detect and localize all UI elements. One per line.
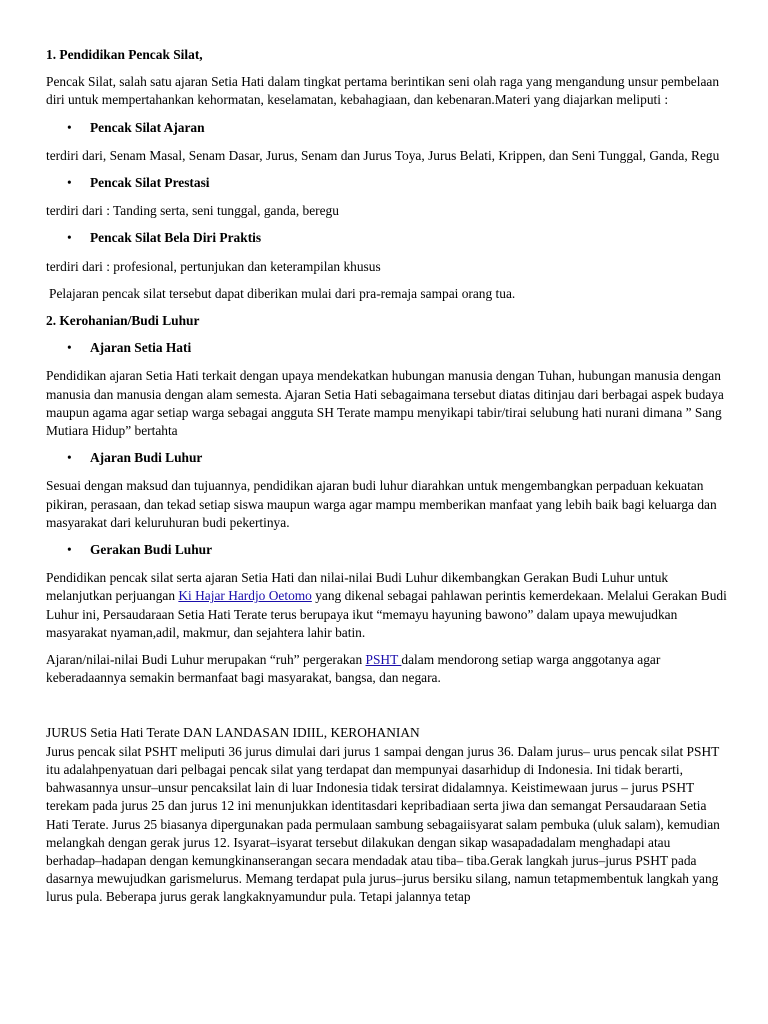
description-text: Pendidikan pencak silat serta ajaran Setia Hati dan nilai-nilai Budi Luhur dikembangkan Gerakan Budi Luhur untuk melanjutkan perjuangan — [46, 570, 669, 604]
bullet-title: Gerakan Budi Luhur — [90, 542, 213, 558]
bullet-description: Sesuai dengan maksud dan tujuannya, pendidikan ajaran budi luhur diarahkan untuk mengembangkan perpaduan kekuatan pikiran, perasaan, dan tekad setiap siswa maupun warga agar mampu memberikan manfaat yang lebih baik bagi keluarga dan masyarakat dari keluruhuran budi pekertinya. — [46, 478, 717, 530]
bullet-title: Ajaran Budi Luhur — [90, 450, 203, 466]
section-1-intro: Pencak Silat, salah satu ajaran Setia Hati dalam tingkat pertama berintikan seni olah raga yang mengandung unsur pembelaan diri untuk mempertahankan kehormatan, keselamatan, kebahagiaan, dan kebenaran.Materi yang diajarkan meliputi : — [46, 74, 720, 108]
bullet-title: Pencak Silat Ajaran — [90, 119, 205, 135]
bullet-title: Pencak Silat Prestasi — [90, 175, 210, 191]
bullet-dot-icon: • — [67, 450, 72, 466]
section-3-body: Jurus pencak silat PSHT meliputi 36 jurus dimulai dari jurus 1 sampai dengan jurus 36. Dalam jurus– urus pencak silat PSHT itu adalahpenyatuan dari pelbagai pencak silat yang terdapat dan mempunyai dasarhidup di Indonesia. Ini tidak berarti, bahwasannya unsur–unsur pencaksilat lain di luar Indonesia tidak tersirat didalamnya. Keistimewaan jurus – jurus PSHT terekam pada jurus 25 dan jurus 12 ini menunjukkan identitasdari kepribadiaan serta jiwa dan semangat Persaudaraan Setia Hati Terate. Jurus 25 biasanya dipergunakan pada permulaan sambung sebagaiisyarat salam pembuka (uluk salam), kemudian melangkah dengan gerak jurus 12. Isyarat–isyarat tersebut dilakukan dengan sikap wasapadadalam menghadapi atau berhadap–hadapan dengan kemungkinanserangan secara mendadak atau tiba– tiba.Gerak langkah jurus–jurus PSHT pada dasarnya mewujudkan garismelurus. Memang terdapat pula jurus–jurus bersiku silang, namun tetapmembentuk langkah yang lurus pula. Beberapa jurus gerak langkaknyamundur pula. Tetapi jalannya tetap — [46, 743, 720, 905]
paragraph-text: dalam mendorong setiap warga anggotanya agar keberadaannya semakin bermanfaat bagi masyarakat, bangsa, dan negara. — [46, 652, 661, 686]
gerakan-budi-luhur-description — [46, 569, 728, 642]
bullet-item-ajaran-budi-luhur — [46, 449, 728, 467]
section-2-heading: 2. Kerohanian/Budi Luhur — [46, 313, 200, 329]
bullet-item-pencak-silat-ajaran — [46, 119, 728, 137]
bullet-dot-icon: • — [67, 542, 72, 558]
bullet-description: terdiri dari : profesional, pertunjukan dan keterampilan khusus — [46, 258, 381, 274]
ki-hajar-hardjo-oetomo-link[interactable]: Ki Hajar Hardjo Oetomo — [178, 588, 312, 604]
bullet-description: terdiri dari, Senam Masal, Senam Dasar, Jurus, Senam dan Jurus Toya, Jurus Belati, Krippen, dan Seni Tunggal, Ganda, Regu — [46, 147, 720, 163]
bullet-item-ajaran-setia-hati — [46, 339, 728, 357]
bullet-dot-icon: • — [67, 119, 72, 135]
section-1-closing: Pelajaran pencak silat tersebut dapat diberikan mulai dari pra-remaja sampai orang tua. — [49, 285, 516, 301]
bullet-item-pencak-silat-prestasi — [46, 174, 728, 192]
ruh-paragraph — [46, 651, 728, 687]
bullet-description: terdiri dari : Tanding serta, seni tunggal, ganda, beregu — [46, 203, 339, 219]
section-1-heading: 1. Pendidikan Pencak Silat, — [46, 47, 203, 62]
bullet-title: Ajaran Setia Hati — [90, 340, 192, 356]
bullet-item-pencak-silat-bela-diri — [46, 229, 728, 247]
bullet-description: Pendidikan ajaran Setia Hati terkait dengan upaya mendekatkan hubungan manusia dengan Tuhan, hubungan manusia dengan manusia dan manusia dengan alam semesta. Ajaran Setia Hati sebagaimana tersebut diatas ditinjau dari berbagai aspek budaya maupun agama agar setiap warga sebagai angguta SH Terate mampu menyikapi tabir/tirai selubung hati nurani dimana ” Sang Mutiara Hidup” bertahta — [46, 368, 724, 439]
bullet-dot-icon: • — [67, 230, 72, 246]
blank-spacer — [46, 696, 728, 724]
psht-link[interactable]: PSHT — [365, 652, 402, 668]
bullet-dot-icon: • — [67, 340, 72, 356]
description-text: yang dikenal sebagai pahlawan perintis kemerdekaan. Melalui Gerakan Budi Luhur ini, Persaudaraan Setia Hati Terate terus berupaya ikut “memayu hayuning bawono” dalam upaya mewujudkan masyarakat nyaman,adil, makmur, dan sejahtera lahir batin. — [46, 588, 727, 640]
bullet-item-gerakan-budi-luhur — [46, 541, 728, 559]
bullet-dot-icon: • — [67, 175, 72, 191]
bullet-title: Pencak Silat Bela Diri Praktis — [90, 230, 262, 246]
section-3-heading: JURUS Setia Hati Terate DAN LANDASAN IDIIL, KEROHANIAN — [46, 725, 420, 741]
paragraph-text: Ajaran/nilai-nilai Budi Luhur merupakan “ruh” pergerakan — [46, 652, 366, 668]
